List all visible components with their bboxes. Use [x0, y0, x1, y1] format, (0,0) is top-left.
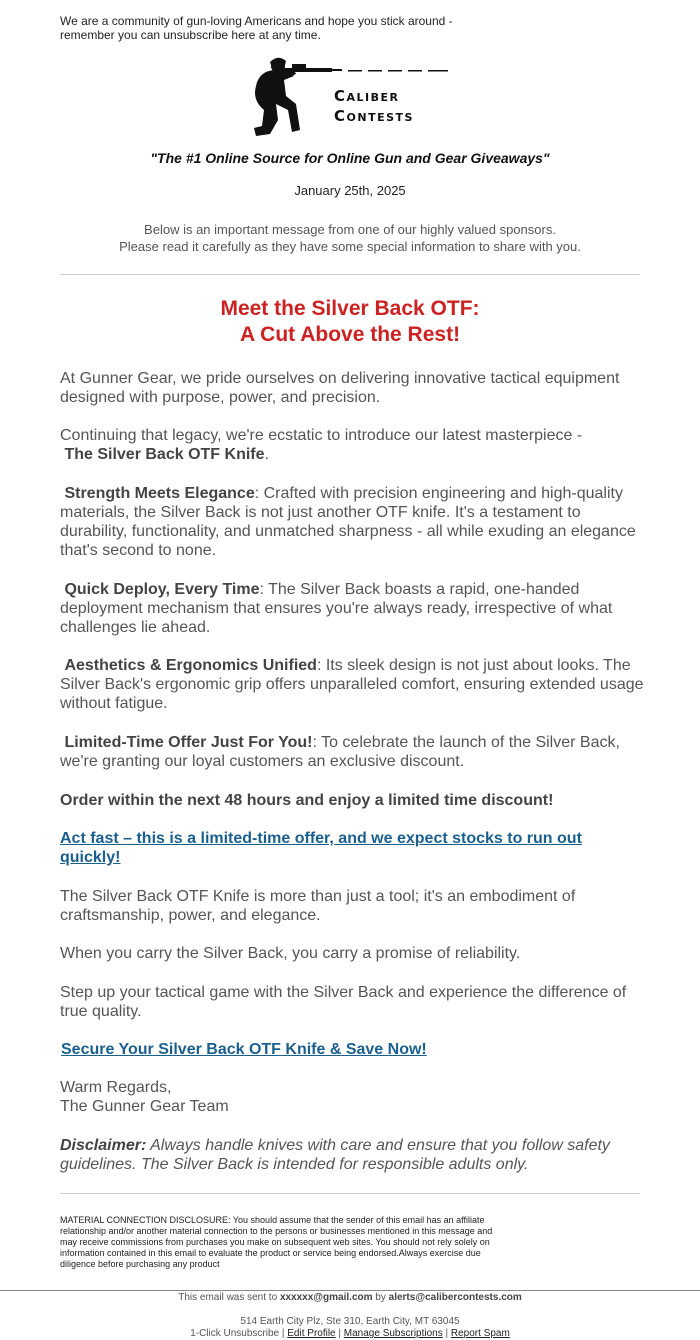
sender-email: alerts@calibercontests.com — [388, 1292, 522, 1303]
paragraph-reliability: When you carry the Silver Back, you carry a promise of reliability. — [60, 945, 521, 962]
edit-profile-link[interactable]: Edit Profile — [287, 1328, 336, 1339]
logo-wordmark — [334, 86, 414, 126]
divider-bottom — [60, 1193, 640, 1194]
secure-link-wrap — [61, 1040, 646, 1059]
act-fast-link[interactable]: Act fast – this is a limited-time offer, and we expect stocks to run out quickly! — [60, 830, 582, 866]
headline — [0, 296, 700, 348]
report-spam-link[interactable]: Report Spam — [450, 1328, 510, 1339]
paragraph-step-up: Step up your tactical game with the Silver Back and experience the difference of true quality. — [60, 984, 627, 1020]
strength-text: : Crafted with precision engineering and high-quality materials, the Silver Back is not just another OTF knife. It's a testament to durability, functionality, and unmatched sharpness - all while exuding an elegance that's second to none. — [60, 485, 636, 559]
issue-date: January 25th, 2025 — [294, 183, 406, 198]
recipient-email: xxxxxx@gmail.com — [279, 1292, 373, 1303]
headline-line-1: Meet the Silver Back OTF: — [220, 297, 480, 320]
intro-text: We are a community of gun-loving Americans and hope you stick around - remember you can unsubscribe here at any time. — [60, 14, 453, 42]
signature — [60, 1078, 645, 1116]
offer-heading: Limited-Time Offer Just For You! — [64, 734, 313, 751]
footer-address: 514 Earth City Plz, Ste 310, Earth City, MT 63045 — [240, 1316, 460, 1327]
disclaimer-text: Always handle knives with care and ensure that you follow safety guidelines. The Silver Back is intended for responsible adults only. — [60, 1137, 610, 1173]
act-fast-link-wrap — [60, 829, 645, 867]
sep-1: | — [279, 1328, 288, 1339]
material-disclosure: MATERIAL CONNECTION DISCLOSURE: You should assume that the sender of this email has an affiliate relationship and/or another material connection to the persons or businesses mentioned in this message and may receive commissions from purchases you make on subsequent web sites. You should not rely solely on information contained in this email to evaluate the product or service being endorsed.Always exercise due diligence before purchasing any product — [60, 1215, 493, 1269]
paragraph-offer — [60, 733, 645, 771]
logo-line1: Caliber — [334, 87, 400, 105]
paragraph-strength — [60, 484, 645, 560]
paragraph-intro: At Gunner Gear, we pride ourselves on delivering innovative tactical equipment designed with purpose, power, and precision. — [60, 370, 620, 406]
sep-3: | — [442, 1328, 451, 1339]
offer-text: : To celebrate the launch of the Silver Back, we're granting our loyal customers an exclusive discount. — [60, 734, 620, 770]
footer-links — [0, 1328, 700, 1340]
divider-top — [60, 274, 640, 275]
order-within-text: Order within the next 48 hours and enjoy a limited time discount! — [60, 792, 554, 809]
headline-line-2: A Cut Above the Rest! — [239, 323, 461, 346]
one-click-unsubscribe[interactable]: 1-Click Unsubscribe — [190, 1328, 280, 1339]
sponsor-line-2: Please read it carefully as they have some special information to share with you. — [119, 239, 581, 254]
footer-sent-to — [0, 1292, 700, 1304]
paragraph-legacy: Continuing that legacy, we're ecstatic to introduce our latest masterpiece - The Silver Back OTF Knife. — [60, 427, 583, 463]
sent-by: by — [372, 1292, 389, 1303]
aesthetics-text: : Its sleek design is not just about looks. The Silver Back's ergonomic grip offers unparalleled comfort, ensuring extended usage without fatigue. — [60, 657, 644, 712]
signature-line-1: Warm Regards, — [60, 1079, 172, 1096]
aesthetics-heading: Aesthetics & Ergonomics Unified — [64, 657, 317, 674]
sponsor-notice — [0, 221, 700, 255]
disclaimer — [60, 1136, 645, 1174]
secure-now-link[interactable]: Secure Your Silver Back OTF Knife & Save Now! — [61, 1041, 427, 1058]
paragraph-quick-deploy — [60, 580, 645, 637]
sent-prefix: This email was sent to — [178, 1292, 280, 1303]
logo-line2: Contests — [334, 107, 414, 125]
signature-line-2: The Gunner Gear Team — [60, 1098, 229, 1115]
manage-subscriptions-link[interactable]: Manage Subscriptions — [343, 1328, 443, 1339]
strength-heading: Strength Meets Elegance — [64, 485, 255, 502]
product-name: The Silver Back OTF Knife — [64, 446, 265, 463]
sponsor-line-1: Below is an important message from one of our highly valued sponsors. — [144, 222, 556, 237]
legacy-text: Continuing that legacy, we're ecstatic to introduce our latest masterpiece - — [60, 427, 583, 444]
sep-2: | — [335, 1328, 344, 1339]
disclaimer-label: Disclaimer: — [60, 1137, 147, 1154]
footer-divider — [0, 1290, 700, 1291]
quick-deploy-heading: Quick Deploy, Every Time — [64, 581, 260, 598]
tagline: "The #1 Online Source for Online Gun and Gear Giveaways" — [150, 150, 550, 166]
paragraph-aesthetics — [60, 656, 645, 713]
quick-deploy-text: : The Silver Back boasts a rapid, one-handed deployment mechanism that ensures you're always ready, irrespective of what challenges lie ahead. — [60, 581, 613, 636]
paragraph-embodiment: The Silver Back OTF Knife is more than just a tool; it's an embodiment of craftsmanship, power, and elegance. — [60, 888, 576, 924]
